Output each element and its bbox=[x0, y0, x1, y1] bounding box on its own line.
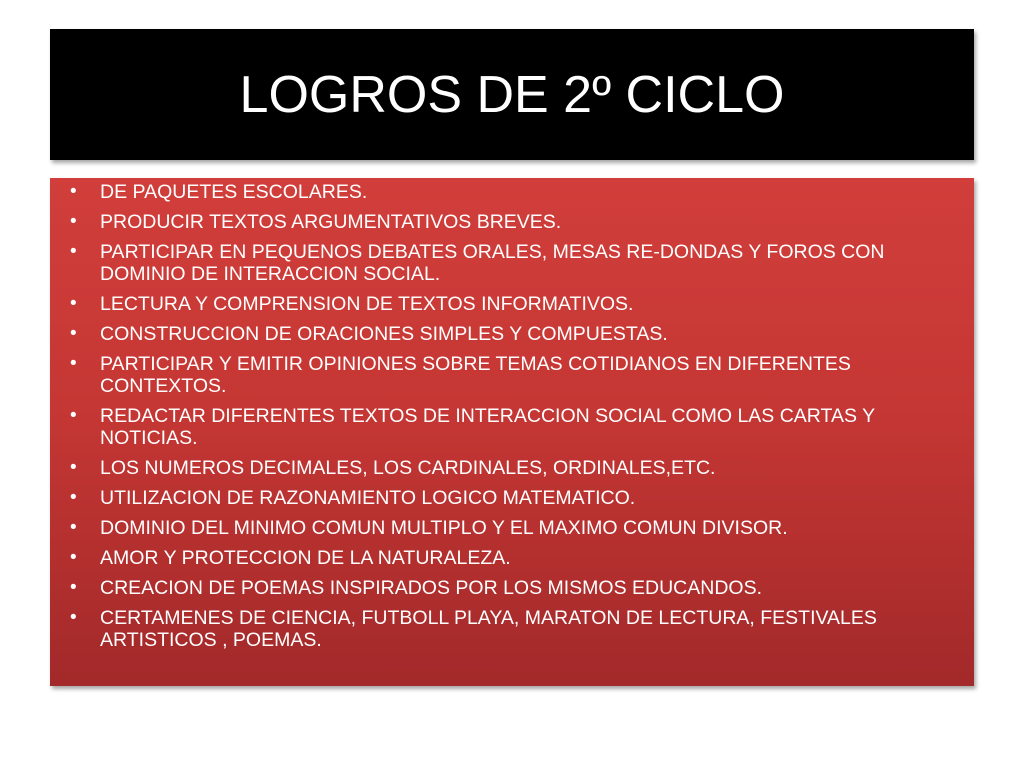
list-item-text: LOS NUMEROS DECIMALES, LOS CARDINALES, ORDINALES,ETC. bbox=[100, 457, 716, 479]
bullet-icon: • bbox=[70, 517, 77, 538]
list-item bbox=[70, 487, 944, 509]
list-item bbox=[70, 323, 944, 345]
list-item bbox=[70, 211, 944, 233]
bullet-icon: • bbox=[70, 353, 77, 374]
list-item-text: PRODUCIR TEXTOS ARGUMENTATIVOS BREVES. bbox=[100, 211, 562, 233]
bullet-icon: • bbox=[70, 577, 77, 598]
bullet-icon: • bbox=[70, 241, 77, 262]
list-item-text: LECTURA Y COMPRENSION DE TEXTOS INFORMATIVOS. bbox=[100, 293, 634, 315]
list-item-text: PARTICIPAR EN PEQUENOS DEBATES ORALES, MESAS RE-DONDAS Y FOROS CON DOMINIO DE INTERACCION SOCIAL. bbox=[100, 241, 885, 285]
bullet-list bbox=[70, 181, 944, 651]
bullet-icon: • bbox=[70, 211, 77, 232]
bullet-icon: • bbox=[70, 547, 77, 568]
list-item-text: REDACTAR DIFERENTES TEXTOS DE INTERACCION SOCIAL COMO LAS CARTAS Y NOTICIAS. bbox=[100, 405, 875, 449]
title-box bbox=[50, 29, 974, 160]
list-item-text: DOMINIO DEL MINIMO COMUN MULTIPLO Y EL MAXIMO COMUN DIVISOR. bbox=[100, 517, 788, 539]
bullet-icon: • bbox=[70, 323, 77, 344]
list-item-text: CREACION DE POEMAS INSPIRADOS POR LOS MISMOS EDUCANDOS. bbox=[100, 577, 763, 599]
list-item-text: UTILIZACION DE RAZONAMIENTO LOGICO MATEMATICO. bbox=[100, 487, 636, 509]
list-item-text: AMOR Y PROTECCION DE LA NATURALEZA. bbox=[100, 547, 511, 569]
bullet-icon: • bbox=[70, 607, 77, 628]
bullet-icon: • bbox=[70, 487, 77, 508]
list-item-text: PARTICIPAR Y EMITIR OPINIONES SOBRE TEMAS COTIDIANOS EN DIFERENTES CONTEXTOS. bbox=[100, 353, 851, 397]
content-box bbox=[50, 178, 974, 686]
list-item bbox=[70, 181, 944, 203]
list-item-text: CONSTRUCCION DE ORACIONES SIMPLES Y COMPUESTAS. bbox=[100, 323, 668, 345]
bullet-icon: • bbox=[70, 181, 77, 202]
list-item-text: CERTAMENES DE CIENCIA, FUTBOLL PLAYA, MARATON DE LECTURA, FESTIVALES ARTISTICOS , POEMAS. bbox=[100, 607, 877, 651]
bullet-icon: • bbox=[70, 405, 77, 426]
slide-title: LOGROS DE 2º CICLO bbox=[239, 65, 785, 124]
list-item bbox=[70, 353, 944, 397]
bullet-icon: • bbox=[70, 293, 77, 314]
list-item bbox=[70, 405, 944, 449]
list-item bbox=[70, 293, 944, 315]
list-item bbox=[70, 547, 944, 569]
list-item bbox=[70, 607, 944, 651]
list-item-text: DE PAQUETES ESCOLARES. bbox=[100, 181, 368, 203]
list-item bbox=[70, 241, 944, 285]
list-item bbox=[70, 457, 944, 479]
list-item bbox=[70, 517, 944, 539]
list-item bbox=[70, 577, 944, 599]
bullet-icon: • bbox=[70, 457, 77, 478]
